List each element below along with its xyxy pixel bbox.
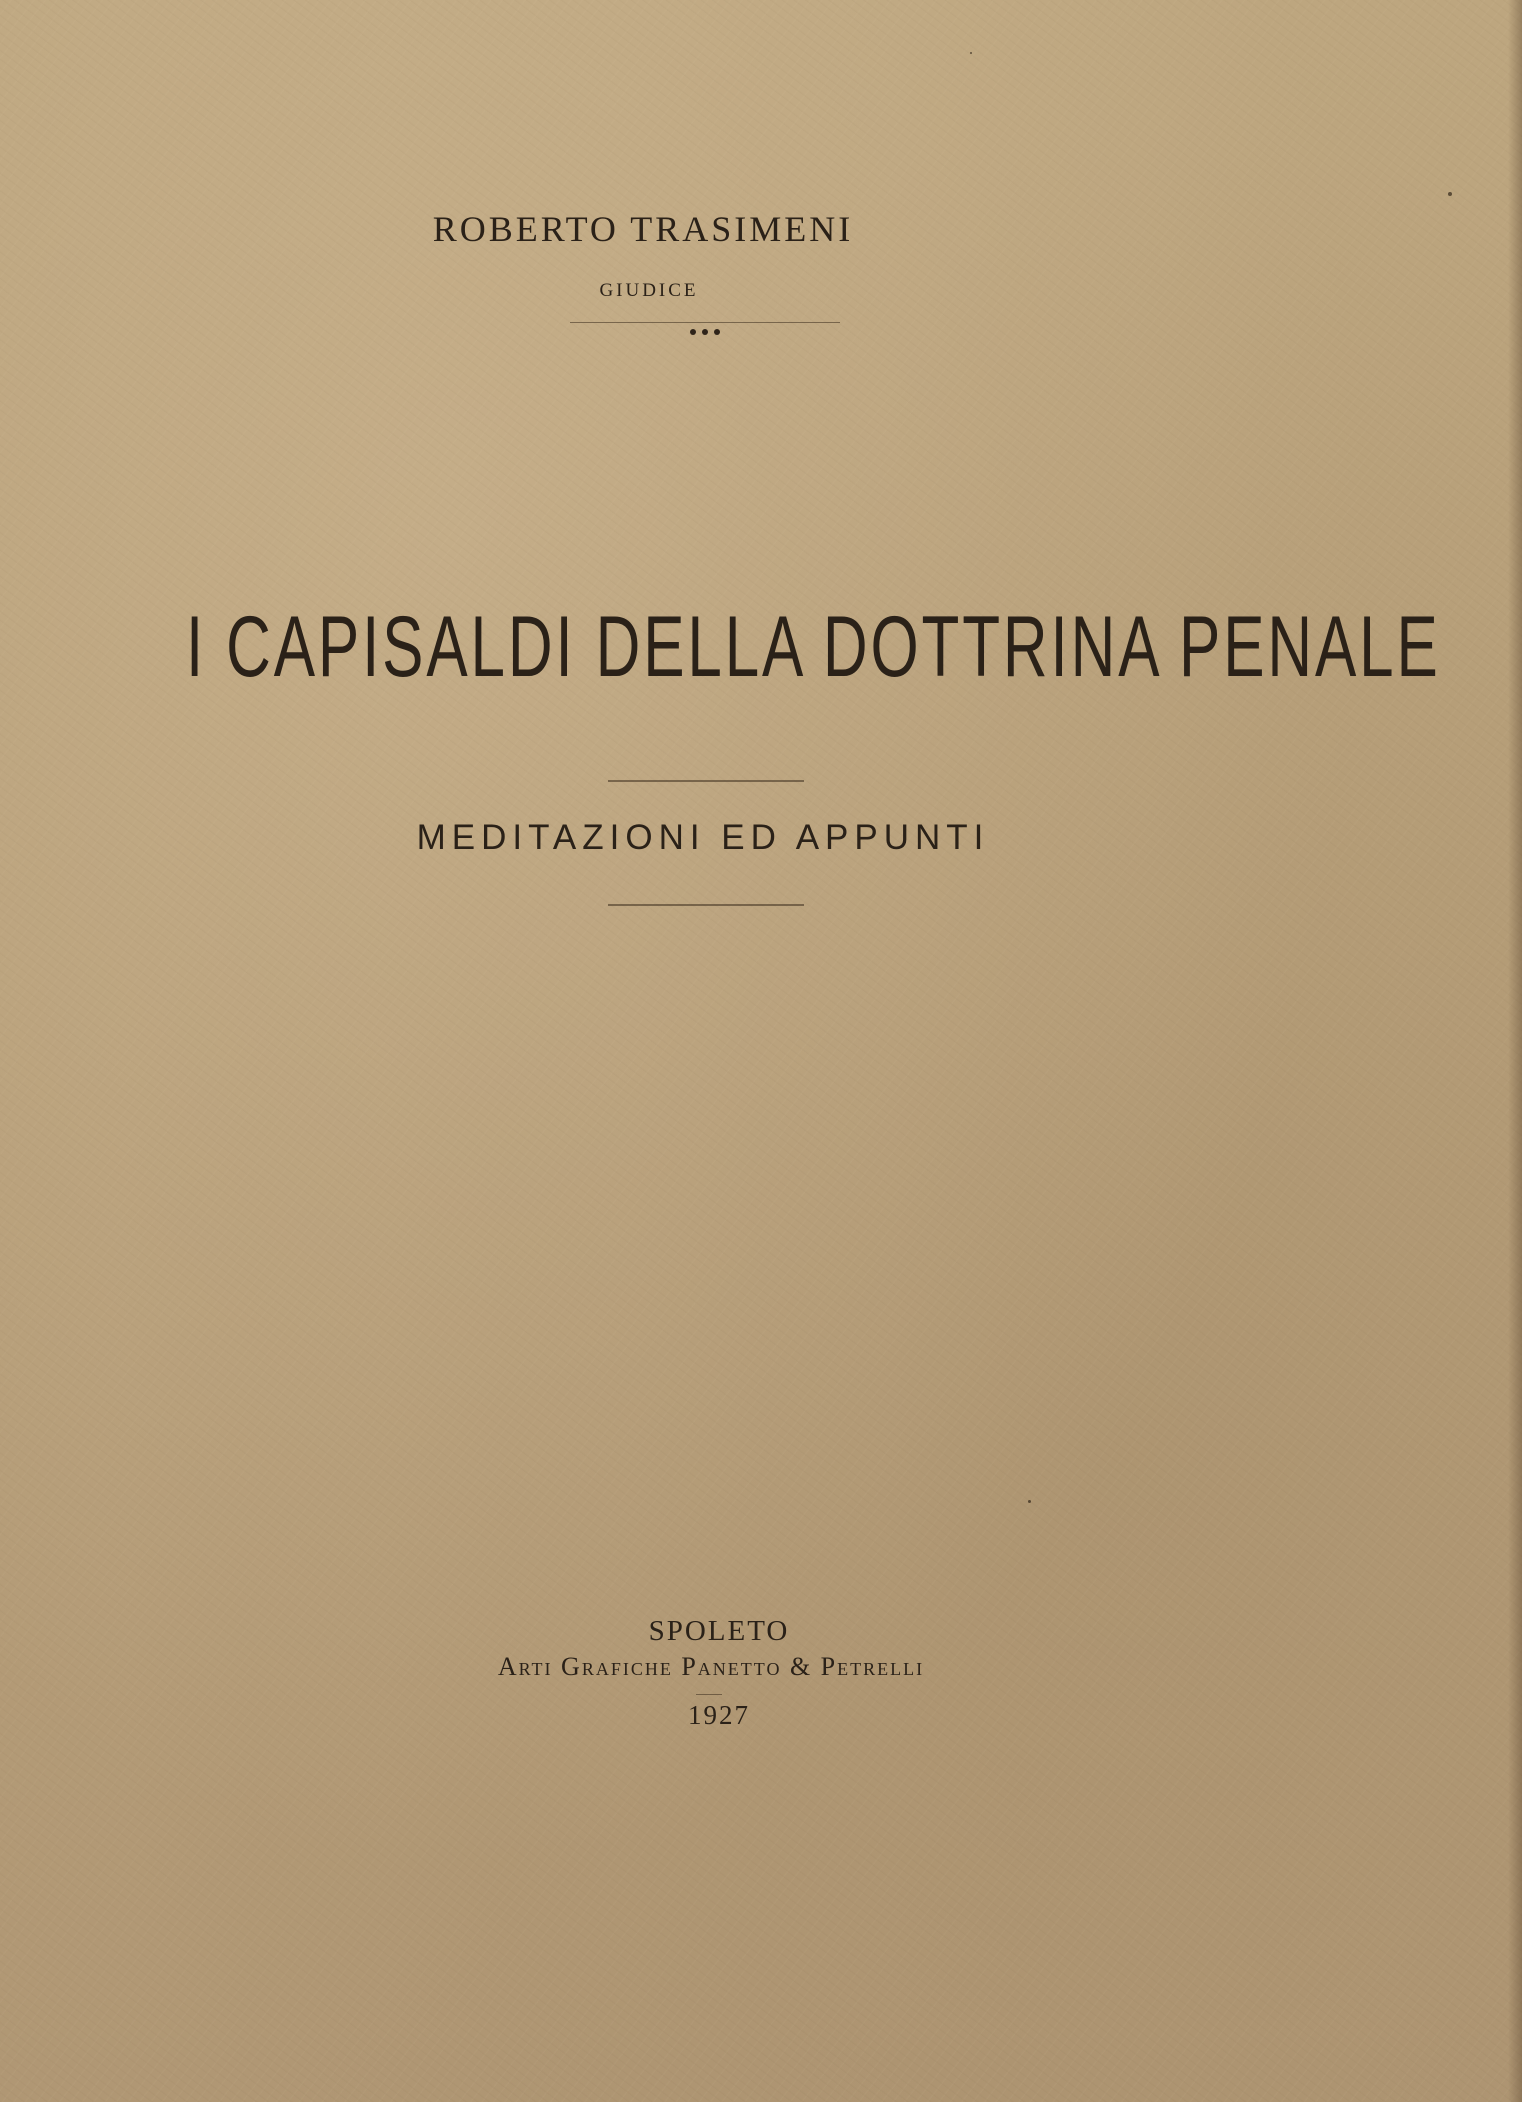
imprint-publisher: Arti Grafiche Panetto & Petrelli (497, 1652, 925, 1681)
imprint-city: SPOLETO (648, 1615, 790, 1647)
subtitle-block (0, 818, 1464, 858)
title-divider-rule-top (608, 780, 804, 782)
paper-speck (1028, 1500, 1031, 1503)
imprint-year-block (0, 1700, 1480, 1731)
title-block (0, 598, 1464, 697)
page-edge-shadow (1508, 0, 1522, 2102)
role-block (0, 280, 1410, 302)
title-divider-rule-bottom (608, 904, 804, 906)
book-title: I CAPISALDI DELLA DOTTRINA PENALE (185, 599, 1441, 695)
paper-speck (1448, 192, 1452, 196)
author-block (0, 208, 1404, 250)
ornament-dot (690, 329, 696, 335)
paper-speck (970, 52, 972, 54)
ornament-dots (690, 328, 720, 336)
imprint-divider-rule (696, 1694, 722, 1695)
book-subtitle: MEDITAZIONI ED APPUNTI (416, 818, 990, 857)
imprint-publisher-block (0, 1652, 1472, 1682)
author-name: ROBERTO TRASIMENI (432, 209, 854, 249)
ornament-dot (702, 329, 708, 335)
author-role: GIUDICE (599, 280, 699, 301)
ornament-dot (714, 329, 720, 335)
imprint-year: 1927 (688, 1700, 750, 1730)
imprint-city-block (0, 1615, 1480, 1648)
author-divider-rule (570, 322, 840, 323)
